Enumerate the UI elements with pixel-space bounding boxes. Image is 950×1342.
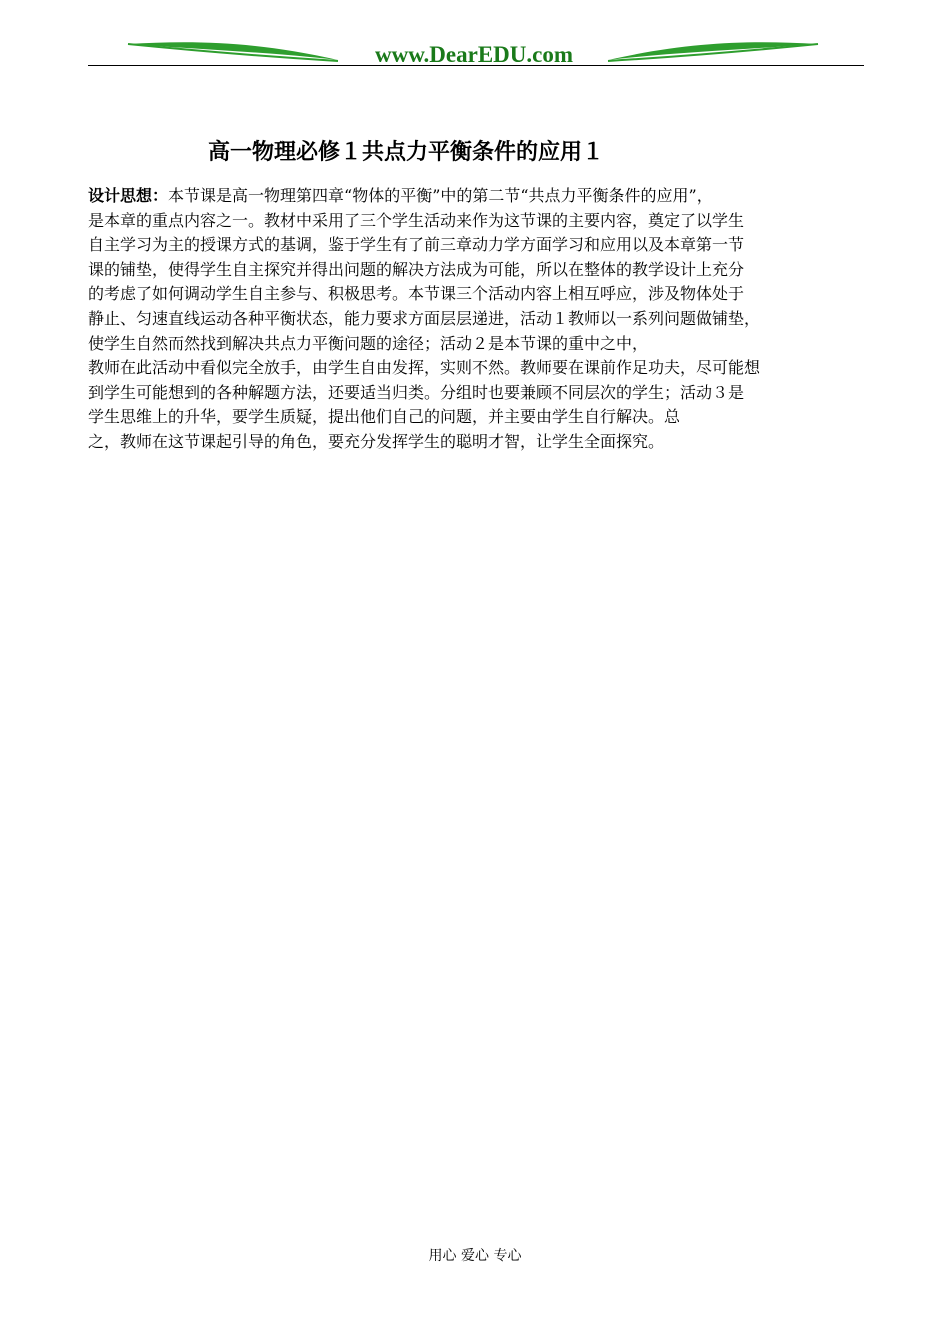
logo-text: www.DearEDU.com: [374, 42, 574, 67]
page-footer: 用心 爱心 专心: [428, 1248, 522, 1264]
paragraph-line: 学生思维上的升华，要学生质疑，提出他们自己的问题，并主要由学生自行解决。总: [88, 407, 681, 427]
paragraph-line: [88, 184, 864, 209]
site-header-logo: [88, 30, 864, 70]
paragraph-line: 静止、匀速直线运动各种平衡状态，能力要求方面层层递进，活动１教师以一系列问题做铺垫，: [88, 308, 761, 328]
logo-swoosh-graphic: [88, 30, 864, 70]
design-idea-paragraph: [88, 184, 864, 455]
paragraph-line: 自主学习为主的授课方式的基调，鉴于学生有了前三章动力学方面学习和应用以及本章第一节: [88, 235, 745, 255]
paragraph-line: 到学生可能想到的各种解题方法，还要适当归类。分组时也要兼顾不同层次的学生；活动３是: [88, 382, 745, 402]
paragraph-line: 的考虑了如何调动学生自主参与、积极思考。本节课三个活动内容上相互呼应，涉及物体处于: [88, 284, 745, 304]
document-title: 高一物理必修１共点力平衡条件的应用１: [208, 139, 605, 165]
paragraph-line: 教师在此活动中看似完全放手，由学生自由发挥，实则不然。教师要在课前作足功夫，尽可能想: [88, 358, 761, 378]
paragraph-line: 课的铺垫，使得学生自主探究并得出问题的解决方法成为可能，所以在整体的教学设计上充分: [88, 259, 745, 279]
paragraph-line: 之，教师在这节课起引导的角色，要充分发挥学生的聪明才智，让学生全面探究。: [88, 431, 665, 451]
paragraph-line-text: 本节课是高一物理第四章“物体的平衡”中的第二节“共点力平衡条件的应用”，: [168, 186, 713, 205]
paragraph-line: 使学生自然而然找到解决共点力平衡问题的途径；活动２是本节课的重中之中，: [88, 333, 649, 353]
header-divider: [88, 65, 864, 66]
lead-label: 设计思想：: [88, 186, 169, 205]
paragraph-line: 是本章的重点内容之一。教材中采用了三个学生活动来作为这节课的主要内容，奠定了以学生: [88, 210, 745, 230]
